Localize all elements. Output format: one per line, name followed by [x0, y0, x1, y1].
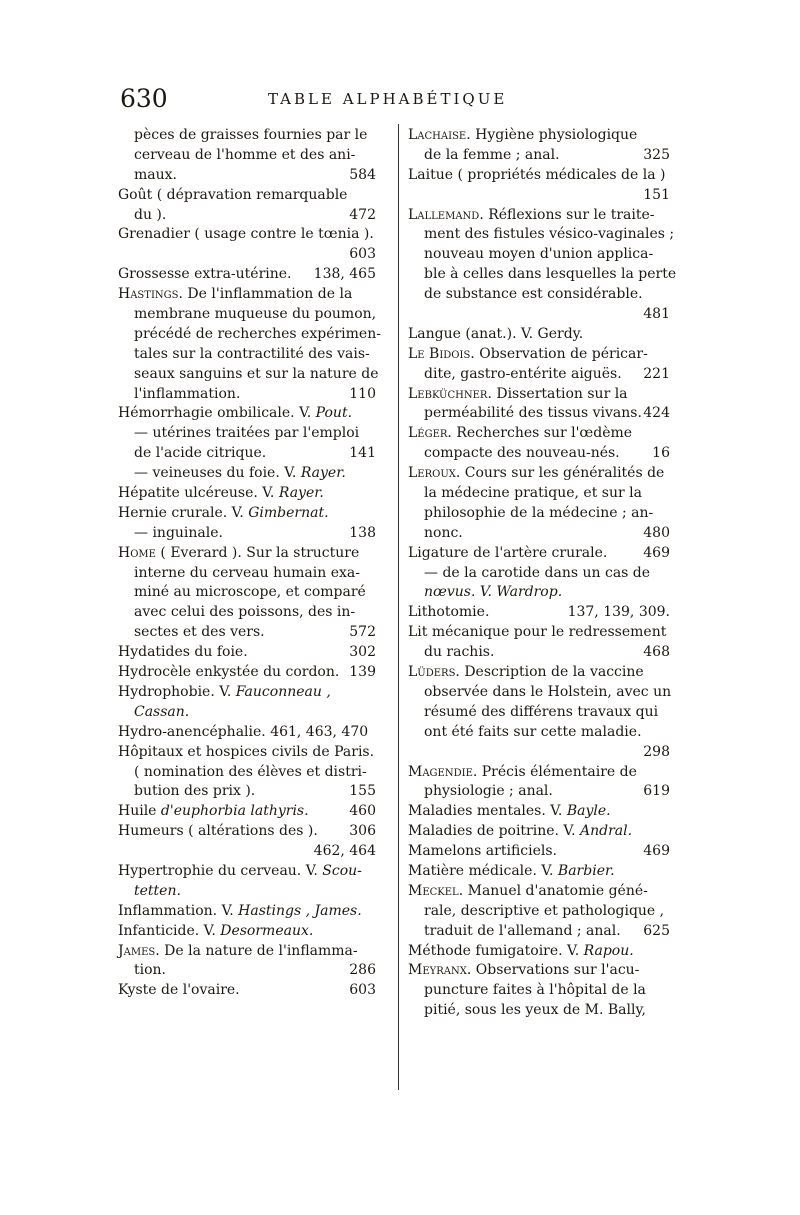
page-reference: 625 [643, 922, 670, 939]
entry-text: Home ( Everard ). Sur la structure [118, 544, 360, 561]
entry-text: Lebküchner. Dissertation sur la [408, 385, 628, 402]
index-entry-line [118, 365, 379, 385]
index-entry-line [408, 186, 670, 206]
entry-text: Hydrophobie. V. Fauconneau , [118, 683, 331, 700]
index-entry-line [118, 961, 376, 981]
entry-reference: Hastings , James. [238, 902, 362, 919]
entry-text: sectes et des vers. [134, 624, 265, 641]
index-entry-line [408, 325, 670, 345]
entry-text: tales sur la contractilité des vais- [134, 345, 370, 362]
index-entry-line [408, 922, 670, 942]
entry-text: Léger. Recherches sur l'œdème [408, 425, 633, 442]
index-entry-line [408, 166, 670, 186]
entry-text: maux. [134, 166, 177, 183]
page-reference: 603 [349, 246, 376, 263]
entry-reference: Pout. [315, 405, 353, 422]
entry-text: perméabilité des tissus vivans. [424, 405, 642, 422]
index-entry-line [118, 763, 376, 783]
page-reference: 306 [349, 823, 376, 840]
page-reference: 424 [643, 405, 670, 422]
index-entry-line [118, 225, 376, 245]
page-reference: 481 [643, 306, 670, 323]
entry-reference: Barbier. [557, 862, 615, 879]
index-entry-line [408, 822, 670, 842]
index-entry-line [118, 942, 376, 962]
entry-text: miné au microscope, et comparé [134, 584, 366, 601]
page-reference: 16 [652, 445, 670, 462]
column-divider [398, 124, 399, 1090]
entry-text: du rachis. [424, 644, 495, 661]
entry-text: Maladies de poitrine. V. Andral. [408, 823, 633, 840]
index-entry-line [118, 265, 376, 285]
entry-reference: Bayle. [566, 803, 611, 820]
page-reference: 325 [643, 146, 670, 163]
index-entry-line [118, 603, 376, 623]
entry-text [134, 882, 181, 902]
entry-reference: Scou- [322, 862, 362, 879]
index-entry-line [118, 186, 376, 206]
index-entry-line [118, 743, 376, 763]
page-reference: 472 [349, 206, 376, 223]
entry-text: tion. [134, 962, 166, 979]
entry-text: Méthode fumigatoire. V. Rapou. [408, 942, 634, 959]
index-entry-line [118, 922, 376, 942]
entry-reference: d'euphorbia lathyris. [160, 803, 309, 820]
entry-text: interne du cerveau humain exa- [134, 564, 360, 581]
entry-text: Mamelons artificiels. [408, 843, 557, 860]
entry-text: puncture faites à l'hôpital de la [424, 982, 646, 999]
entry-text: — veineuses du foie. V. Rayer. [134, 465, 346, 482]
entry-text: résumé des différens travaux qui [424, 703, 659, 720]
index-column-left [118, 126, 381, 1001]
page-reference: 286 [349, 962, 376, 979]
entry-reference: Andral. [580, 823, 633, 840]
index-entry-line [408, 763, 670, 783]
entry-text: l'inflammation. [134, 385, 241, 402]
page-reference: 298 [643, 743, 670, 760]
index-entry-line [408, 404, 670, 424]
entry-reference: Rapou. [583, 942, 634, 959]
index-entry-line [408, 484, 670, 504]
entry-text: observée dans le Holstein, avec un [424, 683, 672, 700]
index-entry-line [408, 882, 670, 902]
index-entry-line [408, 603, 670, 623]
page-reference: 138 [349, 524, 376, 541]
entry-text: Hépatite ulcéreuse. V. Rayer. [118, 485, 324, 502]
entry-text: Hydrocèle enkystée du cordon. [118, 664, 340, 681]
index-entry-line [118, 643, 376, 663]
index-entry-line [118, 564, 376, 584]
entry-reference: Gimbernat. [248, 504, 329, 521]
index-entry-line [408, 345, 670, 365]
entry-reference: Fauconneau , [235, 683, 331, 700]
entry-text: Grenadier ( usage contre le tœnia ). [118, 226, 374, 243]
page-reference: 619 [643, 783, 670, 800]
entry-text: Hydatides du foie. [118, 644, 248, 661]
entry-text: Hôpitaux et hospices civils de Paris. [118, 743, 375, 760]
index-entry-line [408, 265, 677, 285]
index-entry-line [118, 325, 381, 345]
page-reference: 155 [349, 783, 376, 800]
index-entry-line [118, 583, 376, 603]
index-entry-line [118, 245, 376, 265]
page-number: 630 [120, 84, 168, 113]
entry-text: Magendie. Précis élémentaire de [408, 763, 637, 780]
index-entry-line [118, 464, 376, 484]
entry-author-name: James. [118, 942, 160, 959]
index-entry-line [118, 404, 376, 424]
index-entry-line [118, 782, 376, 802]
index-entry-line [118, 723, 376, 743]
index-entry-line [408, 524, 670, 544]
entry-author-name: Le Bidois. [408, 345, 475, 362]
entry-text: James. De la nature de l'inflamma- [118, 942, 358, 959]
entry-text: Lüders. Description de la vaccine [408, 664, 644, 681]
entry-reference: Desormeaux. [220, 922, 314, 939]
entry-text: Laitue ( propriétés médicales de la ) [408, 166, 666, 183]
entry-text: nouveau moyen d'union applica- [424, 246, 654, 263]
entry-text: pèces de graisses fournies par le [134, 127, 368, 143]
page-header [0, 84, 800, 118]
index-entry-line [118, 862, 376, 882]
index-entry-line [118, 305, 376, 325]
entry-text: Lit mécanique pour le redressement [408, 624, 667, 641]
entry-text: compacte des nouveau-nés. [424, 445, 620, 462]
entry-reference: Cassan. [134, 703, 190, 720]
page-reference: 469 [643, 843, 670, 860]
entry-text: Maladies mentales. V. Bayle. [408, 803, 611, 820]
entry-text: Langue (anat.). V. Gerdy. [408, 325, 584, 342]
index-entry-line [408, 942, 670, 962]
page-reference: 221 [643, 365, 670, 382]
entry-text: avec celui des poissons, des in- [134, 604, 356, 621]
index-entry-line [118, 285, 376, 305]
entry-text: Hastings. De l'inflammation de la [118, 286, 353, 303]
page-reference: 137, 139, 309. [567, 604, 670, 621]
page-reference: 603 [349, 982, 376, 999]
index-entry-line [408, 365, 670, 385]
entry-reference: Rayer. [300, 465, 346, 482]
index-entry-line [408, 981, 670, 1001]
page-reference: 572 [349, 624, 376, 641]
entry-author-name: Lüders. [408, 664, 460, 681]
entry-text: Humeurs ( altérations des ). [118, 823, 318, 840]
entry-text: Lallemand. Réflexions sur le traite- [408, 206, 655, 223]
entry-author-name: Meckel. [408, 882, 464, 899]
entry-author-name: Lallemand. [408, 206, 484, 223]
entry-text: cerveau de l'homme et des ani- [134, 146, 356, 163]
page-reference: 302 [349, 644, 376, 661]
entry-text: Inflammation. V. Hastings , James. [118, 902, 362, 919]
index-entry-line [118, 902, 376, 922]
entry-author-name: Magendie. [408, 763, 478, 780]
entry-text: rale, descriptive et pathologique , [424, 902, 665, 919]
index-entry-line [118, 703, 376, 723]
entry-text: Leroux. Cours sur les généralités de [408, 465, 665, 482]
entry-author-name: Léger. [408, 425, 452, 442]
entry-text: physiologie ; anal. [424, 783, 553, 800]
entry-text: — utérines traitées par l'emploi [134, 425, 360, 442]
page-reference: 110 [349, 385, 376, 402]
entry-author-name: Hastings. [118, 286, 183, 303]
entry-text: Kyste de l'ovaire. [118, 982, 240, 999]
index-entry-line [118, 444, 376, 464]
index-entry-line [408, 782, 670, 802]
entry-author-name: Home [118, 544, 156, 561]
index-entry-line [408, 225, 675, 245]
entry-text: Lachaise. Hygiène physiologique [408, 127, 638, 143]
page-reference: 462, 464 [313, 843, 376, 860]
index-entry-line [408, 842, 670, 862]
entry-text: Goût ( dépravation remarquable [118, 186, 348, 203]
index-entry-line [408, 902, 670, 922]
index-entry-line [118, 504, 376, 524]
entry-text: seaux sanguins et sur la nature de [134, 365, 379, 382]
index-entry-line [118, 623, 376, 643]
entry-text: dite, gastro-entérite aiguës. [424, 365, 622, 382]
index-entry-line [408, 802, 670, 822]
entry-text: — inguinale. [134, 524, 223, 541]
index-entry-line [118, 345, 376, 365]
entry-text: ont été faits sur cette maladie. [424, 723, 642, 740]
entry-text: nonc. [424, 524, 463, 541]
page-reference: 151 [643, 186, 670, 203]
entry-text: bution des prix ). [134, 783, 256, 800]
index-entry-line [118, 544, 376, 564]
index-entry-line [408, 305, 670, 325]
entry-text: de la femme ; anal. [424, 146, 560, 163]
index-entry-line [408, 206, 670, 226]
entry-text [134, 703, 189, 723]
entry-text: la médecine pratique, et sur la [424, 485, 642, 502]
index-entry-line [408, 583, 670, 603]
index-entry-line [408, 424, 670, 444]
page-reference: 480 [643, 524, 670, 541]
entry-text: du ). [134, 206, 167, 223]
page-reference: 139 [349, 664, 376, 681]
index-entry-line [118, 842, 376, 862]
index-entry-line [118, 206, 376, 226]
index-entry-line [408, 703, 670, 723]
entry-text: de l'acide citrique. [134, 445, 267, 462]
page-reference: 138, 465 [313, 266, 376, 283]
entry-author-name: Lebküchner. [408, 385, 492, 402]
entry-text: Lithotomie. [408, 604, 490, 621]
entry-text [424, 583, 562, 603]
entry-text: Meckel. Manuel d'anatomie géné- [408, 882, 648, 899]
entry-text: Le Bidois. Observation de péricar- [408, 345, 648, 362]
index-entry-line [408, 146, 670, 166]
entry-text: Huile d'euphorbia lathyris. [118, 803, 309, 820]
index-entry-line [408, 643, 670, 663]
index-entry-line [408, 464, 670, 484]
index-entry-line [118, 385, 376, 405]
index-entry-line [118, 166, 376, 186]
entry-text: ment des fistules vésico-vaginales ; [424, 226, 675, 243]
index-entry-line [408, 862, 670, 882]
page-reference: 141 [349, 445, 376, 462]
entry-text: de substance est considérable. [424, 286, 643, 303]
index-entry-line [408, 285, 670, 305]
entry-text: Hypertrophie du cerveau. V. Scou- [118, 862, 362, 879]
entry-text: Hémorrhagie ombilicale. V. Pout. [118, 405, 353, 422]
index-entry-line [118, 663, 376, 683]
index-entry-line [408, 126, 670, 146]
page-reference: 469 [643, 544, 670, 561]
index-entry-line [408, 743, 670, 763]
entry-reference: nœvus. V. Wardrop. [424, 584, 563, 601]
index-entry-line [118, 484, 376, 504]
page-reference: 460 [349, 803, 376, 820]
index-entry-line [118, 524, 376, 544]
index-column-right [408, 126, 677, 1021]
index-entry-line [408, 623, 670, 643]
entry-text: ( nomination des élèves et distri- [134, 763, 367, 780]
entry-text: Infanticide. V. Desormeaux. [118, 922, 314, 939]
entry-text: traduit de l'allemand ; anal. [424, 922, 621, 939]
index-entry-line [408, 683, 670, 703]
index-entry-line [118, 882, 376, 902]
index-entry-line [118, 981, 376, 1001]
index-entry-line [408, 961, 670, 981]
entry-text: Matière médicale. V. Barbier. [408, 862, 615, 879]
entry-author-name: Lachaise. [408, 127, 471, 143]
page-reference: 584 [349, 166, 376, 183]
entry-text: Hernie crurale. V. Gimbernat. [118, 504, 329, 521]
running-title: TABLE ALPHABÉTIQUE [268, 90, 508, 108]
entry-author-name: Leroux. [408, 465, 461, 482]
index-entry-line [118, 146, 376, 166]
entry-text: membrane muqueuse du poumon, [134, 306, 377, 323]
index-entry-line [118, 802, 376, 822]
entry-reference: tetten. [134, 882, 181, 899]
index-entry-line [408, 544, 670, 564]
entry-text: Hydro-anencéphalie. 461, 463, 470 [118, 723, 369, 740]
index-entry-line [408, 385, 670, 405]
index-entry-line [408, 723, 670, 743]
index-entry-line [118, 822, 376, 842]
index-entry-line [408, 504, 670, 524]
entry-text: pitié, sous les yeux de M. Bally, [424, 1002, 646, 1019]
index-entry-line [118, 683, 376, 703]
entry-text: ble à celles dans lesquelles la perte [424, 266, 677, 283]
entry-reference: Rayer. [278, 485, 324, 502]
entry-text: précédé de recherches expérimen- [134, 325, 381, 342]
entry-text: — de la carotide dans un cas de [424, 564, 651, 581]
entry-text: Grossesse extra-utérine. [118, 266, 292, 283]
entry-text: Meyranx. Observations sur l'acu- [408, 962, 640, 979]
index-entry-line [408, 444, 670, 464]
entry-text: Ligature de l'artère crurale. [408, 544, 608, 561]
index-entry-line [408, 1001, 670, 1021]
index-entry-line [118, 126, 376, 146]
index-entry-line [408, 245, 670, 265]
entry-text: philosophie de la médecine ; an- [424, 504, 654, 521]
index-entry-line [408, 663, 670, 683]
index-entry-line [408, 564, 670, 584]
entry-author-name: Meyranx. [408, 962, 472, 979]
page-reference: 468 [643, 644, 670, 661]
index-entry-line [118, 424, 376, 444]
